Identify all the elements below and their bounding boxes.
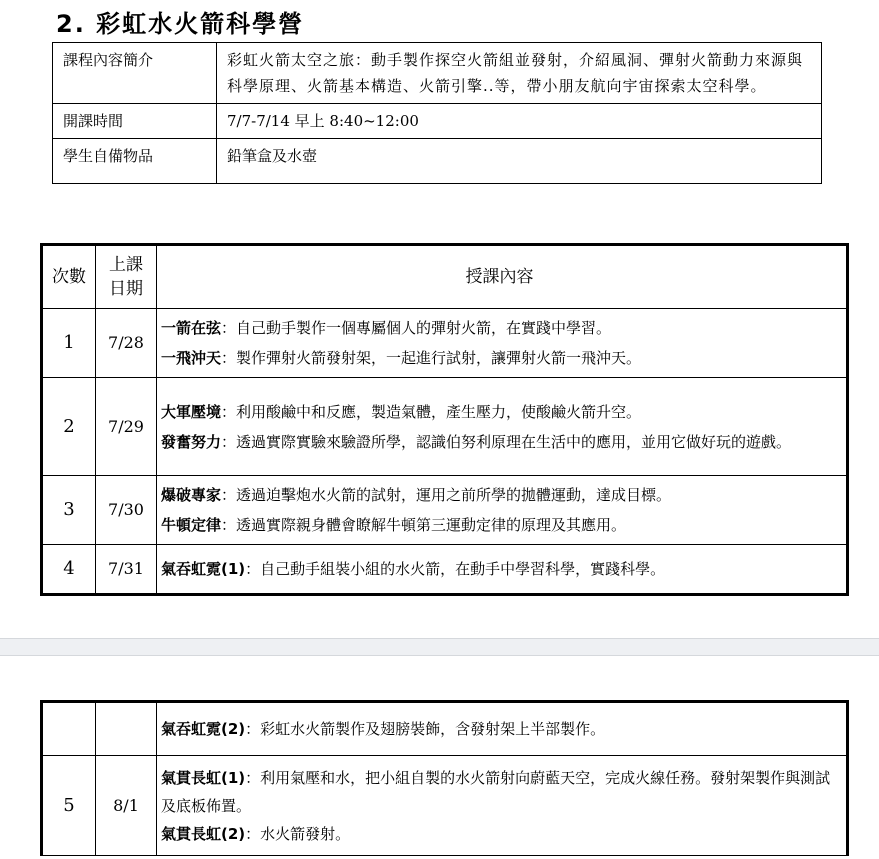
session-content <box>157 309 848 378</box>
info-value: 彩虹火箭太空之旅：動手製作探空火箭組並發射，介紹風洞、彈射火箭動力來源與科學原理、火箭基本構造、火箭引擎..等，帶小朋友航向宇宙探索太空科學。 <box>217 43 822 104</box>
item-text: ：自己動手組裝小組的水火箭，在動手中學習科學，實踐科學。 <box>245 560 666 578</box>
session-date: 7/30 <box>96 476 157 545</box>
session-content <box>157 378 848 476</box>
content-line <box>161 343 838 373</box>
item-title: 氣貫長虹(1) <box>161 768 246 787</box>
info-row-time <box>53 104 822 139</box>
info-value: 7/7-7/14 早上 8:40~12:00 <box>217 104 822 139</box>
content-line <box>161 510 838 540</box>
info-row-supplies <box>53 139 822 184</box>
item-title: 大軍壓境 <box>161 402 222 421</box>
session-number: 2 <box>42 378 96 476</box>
header-date-top: 上課 <box>109 255 143 275</box>
session-number: 1 <box>42 309 96 378</box>
course-info-table <box>52 42 822 184</box>
session-content <box>157 702 848 756</box>
header-date-bottom: 日期 <box>109 279 143 299</box>
content-line <box>161 764 838 820</box>
session-date: 8/1 <box>96 756 157 856</box>
session-date: 7/28 <box>96 309 157 378</box>
info-row-intro <box>53 43 822 104</box>
schedule-row <box>42 545 848 595</box>
info-label: 課程內容簡介 <box>53 43 217 104</box>
session-content <box>157 545 848 595</box>
item-title: 牛頓定律 <box>161 516 222 534</box>
session-content <box>157 756 848 856</box>
item-text: ：自己動手製作一個專屬個人的彈射火箭，在實踐中學習。 <box>221 319 612 337</box>
item-text: ：透過迫擊炮水火箭的試射，運用之前所學的拋體運動，達成目標。 <box>221 486 672 504</box>
session-content <box>157 476 848 545</box>
schedule-header <box>42 245 848 309</box>
item-text: ：彩虹水火箭製作及翅膀裝飾，含發射架上半部製作。 <box>245 720 606 738</box>
item-text: ：透過實際親身體會瞭解牛頓第三運動定律的原理及其應用。 <box>221 516 627 534</box>
header-session: 次數 <box>42 245 96 309</box>
header-date <box>96 245 157 309</box>
item-text: ：水火箭發射。 <box>245 824 351 843</box>
schedule-row <box>42 756 848 856</box>
item-title: 一箭在弦 <box>161 319 222 337</box>
content-line <box>161 554 838 584</box>
item-text: ：製作彈射火箭發射架，一起進行試射，讓彈射火箭一飛沖天。 <box>221 349 642 367</box>
item-title: 氣吞虹霓(1) <box>161 560 246 578</box>
item-title: 氣貫長虹(2) <box>161 824 246 843</box>
schedule-table <box>40 243 849 596</box>
item-title: 一飛沖天 <box>161 349 222 367</box>
page-title: 2. 彩虹水火箭科學營 <box>56 10 305 38</box>
item-text: ：利用酸鹼中和反應，製造氣體，產生壓力，使酸鹼火箭升空。 <box>221 402 642 421</box>
page-break <box>0 638 879 656</box>
content-line <box>161 397 838 427</box>
schedule-row <box>42 378 848 476</box>
info-label: 學生自備物品 <box>53 139 217 184</box>
session-date: 7/31 <box>96 545 157 595</box>
session-number: 5 <box>42 756 96 856</box>
session-number: 4 <box>42 545 96 595</box>
content-line <box>161 820 838 848</box>
header-content: 授課內容 <box>157 245 848 309</box>
schedule-table-continued <box>40 700 849 856</box>
content-line <box>161 313 838 343</box>
content-line <box>161 427 838 457</box>
item-title: 發奮努力 <box>161 432 222 451</box>
item-title: 氣吞虹霓(2) <box>161 720 246 738</box>
item-title: 爆破專家 <box>161 486 222 504</box>
schedule-row <box>42 309 848 378</box>
item-text: ：透過實際實驗來驗證所學，認識伯努利原理在生活中的應用，並用它做好玩的遊戲。 <box>221 432 792 451</box>
info-label: 開課時間 <box>53 104 217 139</box>
schedule-row <box>42 476 848 545</box>
item-text: ：利用氣壓和水，把小組自製的水火箭射向蔚藍天空，完成火線任務。發射架製作與測試及底板佈置。 <box>161 768 831 815</box>
session-date <box>96 702 157 756</box>
content-line <box>161 480 838 510</box>
content-line <box>161 714 838 744</box>
info-value: 鉛筆盒及水壺 <box>217 139 822 184</box>
schedule-row <box>42 702 848 756</box>
session-date: 7/29 <box>96 378 157 476</box>
session-number <box>42 702 96 756</box>
session-number: 3 <box>42 476 96 545</box>
